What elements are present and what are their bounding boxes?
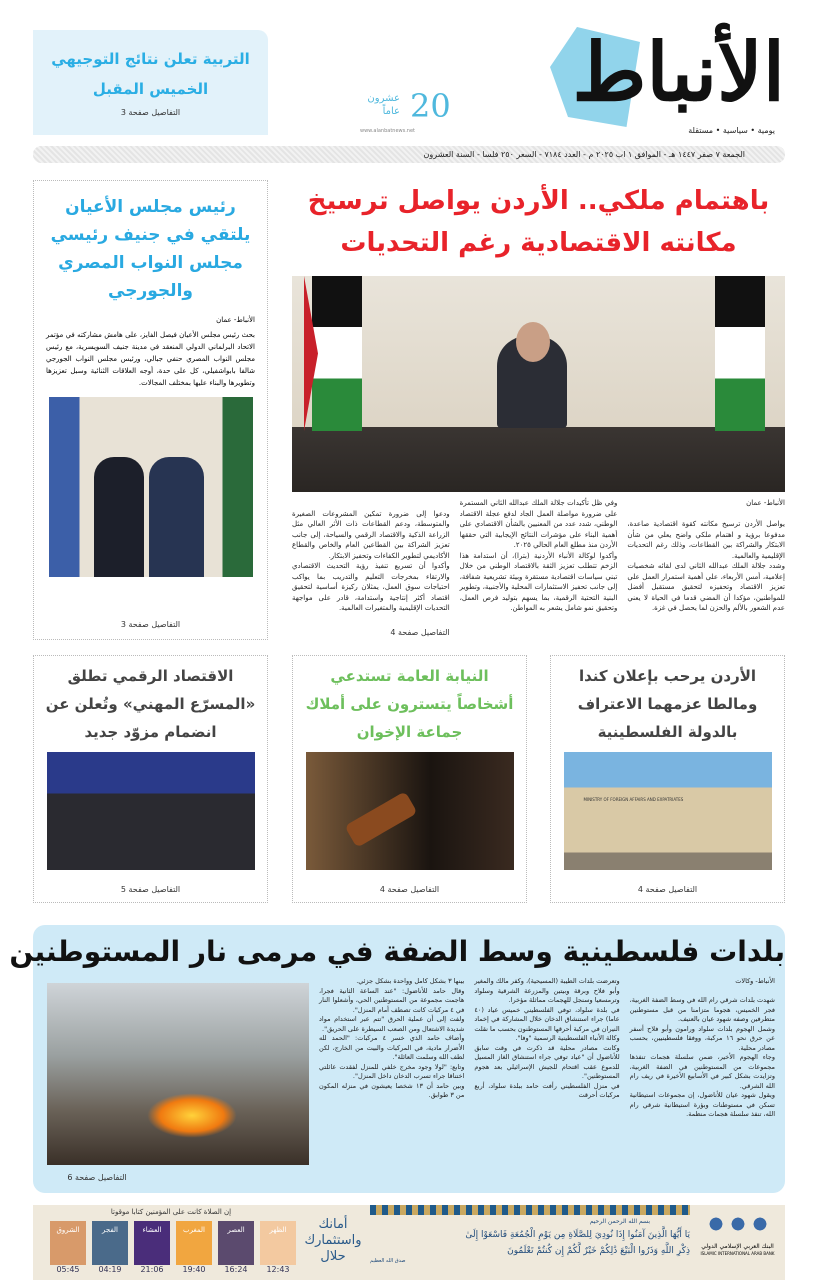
prayer-swatch xyxy=(134,1221,170,1265)
bank-ad[interactable] xyxy=(33,1205,785,1280)
story-3-more[interactable]: التفاصيل صفحة 5 xyxy=(120,885,181,894)
story-2-photo xyxy=(306,752,514,870)
main-headline-2: مكانته الاقتصادية رغم التحديات xyxy=(340,228,737,258)
prayer-swatch xyxy=(218,1221,254,1265)
main-col-1: الأنباط- عمان يواصل الأردن ترسيخ مكانته كقوة اقتصادية صاعدة، مدفوعا برؤية و اهتمام ملكي واضح يعلي من شأن الابتكار والشراكة بين القطاعات، وذلك رغم التحديات الإقليمية والعالمية. وشدد جلالة الملك عبدالله الثاني لدى لقائه شخصيات إعلامية، أمس الأربعاء، على أهمية استمرار العمل على تعزيز الاقتصاد وتحفيزه لتحقيق مستقبل أفضل للمواطنين، مؤكدا أن المضي قدما في الحياة لا يعني عدم الشعور بالألم والحزن لما يحصل في غزة. xyxy=(627,499,785,612)
prayer-name: العصر xyxy=(227,1226,245,1234)
promo-more[interactable]: التفاصيل صفحة 3 xyxy=(120,108,181,117)
prayer-name: الشروق xyxy=(56,1226,80,1234)
bank-logo xyxy=(700,1213,775,1257)
main-col-2: وفي ظل تأكيدات جلالة الملك عبدالله الثاني المستمرة على ضرورة مواصلة العمل الجاد لدفع عجلة الاقتصاد الوطني، شدد عدد من المعنيين بالشأن الاقتصادي على أهمية البناء على مؤشرات النتائج الإيجابية التي حققها الأردن منذ مطلع العام الحالي ٢٠٢٥. وأكدوا لوكالة الأنباء الأردنية (بترا)، أن استدامة هذا الزخم تتطلب تعزيز الثقة بالاقتصاد الوطني من خلال تبني سياسات اقتصادية مستقرة وبيئة تشريعية شفافة، إلى جانب تحفيز الاستثمارات المحلية والأجنبية، وتطوير البنية التحتية الرقمية، بما يسهم بتوليد فرص العمل، وتحقيق نمو شامل يشعر به المواطن. xyxy=(459,499,618,612)
main-col-3: ودعوا إلى ضرورة تمكين المشروعات الصغيرة والمتوسطة، ودعم القطاعات ذات الأثر العالي مثل الزراعة الذكية والاقتصاد الرقمي والسياحة، إلى جانب تعزيز الشراكة بين القطاعين العام والخاص والقطاع الأكاديمي لتطوير الكفاءات وتحفيز الابتكار. وأكدوا أن تسريع تنفيذ رؤية التحديث الاقتصادي والارتقاء بمخرجات التعليم والتدريب بما يواكب احتياجات سوق العمل، يمثلان ركيزة أساسية لتحقيق اقتصاد أكثر إنتاجية واستدامة، قادر على مواجهة التحديات الإقليمية والمتغيرات العالمية. xyxy=(291,509,450,612)
main-col-3-wrap xyxy=(292,498,450,649)
bottom-col-1: الأنباط- وكالات شهدت بلدات شرقي رام الله في وسط الضفة الغربية، فجر الخميس، هجوما متزامنا من قبل مستوطنين متطرفين وصفه شهود عيان بالعنيف. وشمل الهجوم بلدات سلواد ورامون وأبو فلاح أسفر عن حرق نحو ١٦ مركبة، ووفقا فلسطينيين، بحسب مصادر محلية. وجاء الهجوم الأخير، ضمن سلسلة هجمات تنفذها مجموعات من المستوطنين في الضفة الغربية، وتزايدت بشكل كبير في الأسابيع الأخيرة في ريف رام الله الشرقي. ويقول شهود عيان للأناضول، إن مجموعات استيطانية تسكن في مستوطنات وبؤرة استيطانية شرقي رام الله، تنفذ سلسلة هجمات منظمة. xyxy=(629,977,775,1118)
site-url: www.alanbatnews.net xyxy=(360,128,416,134)
sadaq: صدق الله العظيم xyxy=(370,1258,406,1264)
ministry-sign: MINISTRY OF FOREIGN AFFAIRS AND EXPATRIATES xyxy=(583,797,684,802)
prayer-name: الفجر xyxy=(102,1226,118,1234)
prayer-times xyxy=(45,1221,297,1275)
prayer-time: 16:24 xyxy=(224,1265,248,1274)
masthead-name: الأنباط xyxy=(572,25,785,119)
bank-name-ar: البنك العربي الإسلامي الدولي xyxy=(701,1243,774,1250)
prayer-5 xyxy=(49,1221,87,1275)
main-headline-1: باهتمام ملكي.. الأردن يواصل ترسيخ xyxy=(307,186,770,216)
bank-logo-icon xyxy=(705,1213,770,1235)
story-card-3[interactable] xyxy=(33,655,268,903)
ad-verse xyxy=(370,1218,690,1265)
promo-title-1: التربية تعلن نتائج التوجيهي xyxy=(51,50,250,68)
prayer-1 xyxy=(217,1221,255,1275)
verse-line-2: ذِكْرِ اللَّهِ وَذَرُوا الْبَيْعَ ذَٰلِكُمْ خَيْرٌ لَّكُمْ إِن كُنتُمْ تَعْلَمُونَ xyxy=(507,1246,690,1256)
prayer-name: المغرب xyxy=(183,1226,205,1234)
bottom-more[interactable]: التفاصيل صفحة 6 xyxy=(67,1173,127,1182)
left-story-byline: الأنباط- عمان xyxy=(216,316,255,324)
story-1-photo xyxy=(564,752,772,870)
prayer-time: 12:43 xyxy=(266,1265,290,1274)
masthead-tagline: يومية • سياسية • مستقلة xyxy=(688,126,775,135)
prayer-3 xyxy=(133,1221,171,1275)
main-more-link[interactable]: التفاصيل صفحة 4 xyxy=(390,628,450,637)
anniversary-text: عشرون عاماً xyxy=(367,93,400,117)
prayer-time: 19:40 xyxy=(182,1265,206,1274)
prayer-swatch xyxy=(260,1221,296,1265)
bank-name-en: ISLAMIC INTERNATIONAL ARAB BANK xyxy=(700,1251,775,1256)
bottom-photo xyxy=(47,983,309,1165)
prayer-swatch xyxy=(50,1221,86,1265)
prayer-0 xyxy=(259,1221,297,1275)
left-story-more[interactable]: التفاصيل صفحة 3 xyxy=(120,620,181,629)
prayer-swatch xyxy=(92,1221,128,1265)
bottom-headline[interactable]: بلدات فلسطينية وسط الضفة في مرمى نار المستوطنين xyxy=(9,935,785,968)
prayer-time: 05:45 xyxy=(56,1265,80,1274)
bottom-col-3: بينها ٣ بشكل كامل وواحدة بشكل جزئي. وقال حامد للأناضول: "عند الساعة الثانية فجرا، هاجمت مجموعة من المستوطنين الحي، وأشعلوا النار في ٤ مركبات كانت تصطف أمام المنزل". ولفت إلى أن عملية الحرق "تتم عبر استخدام مواد شديدة الاشتعال ومن الصعب السيطرة على الحريق". وأضاف حامد الذي خسر ٤ مركبات: "الحمد لله الأضرار مادية، في المركبات والبيت من الخارج، لكن لطف الله وسلمت العائلة". وتابع: "لولا وجود مخرج خلفي للمنزل لفقدت عائلتي اختناقا جراء تسرب الدخان داخل المنزل". وبين حامد أن ١٣ شخصا يعيشون في منزله المكون من ٣ طوابق. xyxy=(319,977,465,1099)
verse-line-1: يَا أَيُّهَا الَّذِينَ آمَنُوا إِذَا نُودِيَ لِلصَّلَاةِ مِن يَوْمِ الْجُمُعَةِ فَاسْعَوْا إِلَىٰ xyxy=(465,1230,690,1240)
prayer-2 xyxy=(175,1221,213,1275)
prayer-time: 21:06 xyxy=(140,1265,164,1274)
prayer-title: إن الصلاة كانت على المؤمنين كتابا موقوتا xyxy=(110,1208,232,1216)
bottom-story xyxy=(9,925,785,1193)
ornament-border xyxy=(370,1205,690,1215)
masthead-logo xyxy=(470,22,785,140)
left-story-headline[interactable]: رئيس مجلس الأعيان يلتقي في جنيف رئيسي مجلس النواب المصري والجورجي xyxy=(50,197,251,301)
bottom-story-body xyxy=(319,977,775,1120)
prayer-name: العشاء xyxy=(142,1226,162,1234)
bottom-col-2: وتعرضت بلدات الطيبة (المسيحية)، وكفر مالك والمغير وأبو فلاح وبرقة وبيتين والمزرعة الشرقية وسلواد وترمسعيا وسنجل للهجمات مماثلة مؤخرا. في بلدة سلواد، توفي الفلسطيني خميس عياد (٤٠ عاما) جراء استنشاق الدخان خلال المشاركة في إخماد النيران في مركبة أحرقها المستوطنون بحسب ما نقلت وكالة الأنباء الفلسطينية الرسمية "وفا". وكانت مصادر محلية قد ذكرت في وقت سابق للأناضول أن "عياد توفي جراء استنشاق الغاز المسيل للدموع عقب اقتحام للجيش الإسرائيلي بعد هجوم المستوطنين". في منزل الفلسطيني رأفت حامد ببلدة سلواد، أربع مركبات أحرقت xyxy=(474,977,620,1099)
story-card-2[interactable] xyxy=(292,655,527,903)
story-2-headline[interactable]: النيابة العامة تستدعي أشخاصاً يتسترون على أملاك جماعة الإخوان xyxy=(305,667,514,741)
promo-title-2: الخميس المقبل xyxy=(92,80,209,98)
story-3-photo xyxy=(47,752,255,870)
story-3-headline[interactable]: الاقتصاد الرقمي تطلق «المسرّع المهني» وتُعلن عن انضمام مزوّد جديد xyxy=(45,667,256,741)
main-photo xyxy=(292,276,785,492)
prayer-name: الظهر xyxy=(269,1226,287,1234)
anniversary-badge xyxy=(355,88,455,138)
story-1-more[interactable]: التفاصيل صفحة 4 xyxy=(637,885,698,894)
story-card-1[interactable] xyxy=(550,655,785,903)
left-story xyxy=(33,180,268,640)
left-story-photo xyxy=(49,397,253,577)
main-headline[interactable] xyxy=(292,180,785,264)
prayer-4 xyxy=(91,1221,129,1275)
story-2-more[interactable]: التفاصيل صفحة 4 xyxy=(379,885,440,894)
date-bar: الجمعة ٧ صفر ١٤٤٧ هـ - الموافق ١ اب ٢٠٢٥ م - العدد ٧١٨٤ - السعر ٢٥٠ فلسا - السنة العشرون xyxy=(33,146,785,163)
ad-slogan: أمانك واستثمارك حلال xyxy=(304,1217,362,1264)
promo-box[interactable] xyxy=(33,30,268,135)
main-story-body xyxy=(292,498,785,649)
anniversary-number: 20 xyxy=(410,87,451,125)
prayer-swatch xyxy=(176,1221,212,1265)
left-story-body: بحث رئيس مجلس الأعيان فيصل الفايز، على هامش مشاركته في مؤتمر الاتحاد البرلماني الدولي المنعقد في مدينة جنيف السويسرية، مع رئيس مجلس النواب المصري حنفي جبالي، ورئيس مجلس النواب الجورجي شالفا بابواشفيلي، كل على حدة، أوجه العلاقات الثنائية وسبل تعزيزها وتطويرها والبناء عليها بمختلف المجالات. xyxy=(46,331,255,387)
prayer-time: 04:19 xyxy=(98,1265,122,1274)
story-1-headline[interactable]: الأردن يرحب بإعلان كندا ومالطا عزمهما الاعتراف بالدولة الفلسطينية xyxy=(577,667,758,741)
basmala: بسم الله الرحمن الرحيم xyxy=(589,1218,650,1225)
